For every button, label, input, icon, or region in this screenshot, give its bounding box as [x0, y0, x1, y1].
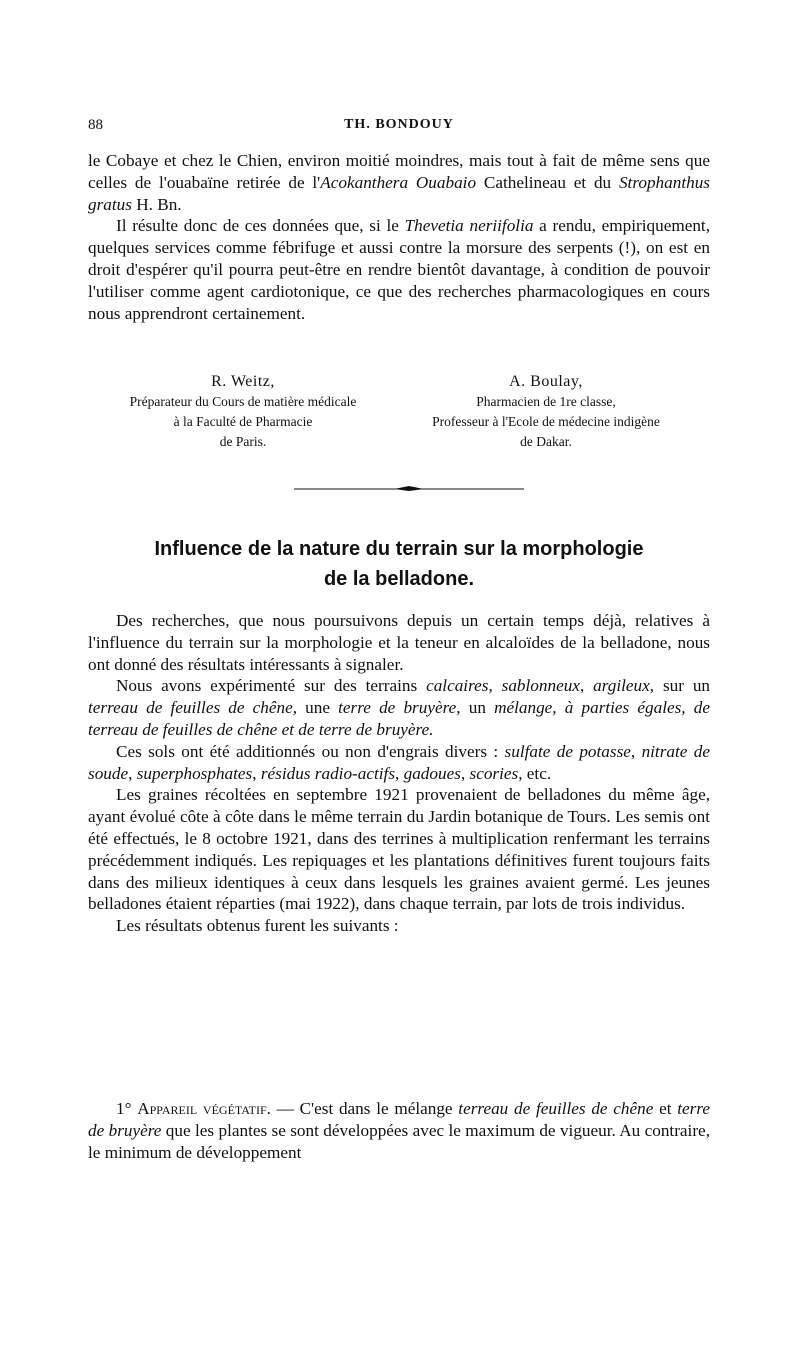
author-affiliation: de Dakar.	[520, 434, 572, 449]
paragraph: Nous avons expérimenté sur des terrains calcaires, sablonneux, argileux, sur un terreau de feuilles de chêne, une terre de bruyère, un mélange, à parties égales, de terreau de feuilles de chêne et de terre de bruyère.	[88, 676, 711, 739]
paragraph: le Cobaye et chez le Chien, environ moitié moindres, mais tout à fait de même sens que celles de l'ouabaïne retirée de l'Acokanthera Ouabaio Cathelineau et du Strophanthus gratus H. Bn.	[88, 151, 710, 214]
author-name: R. Weitz,	[211, 373, 275, 390]
paragraph: Il résulte donc de ces données que, si le Thevetia neriifolia a rendu, empiriquement, quelques services comme fébrifuge et aussi contre la morsure des serpents (!), on est en droit d'espérer qu'il pourra peut-être en rendre bientôt davantage, à condition de pouvoir l'utiliser comme agent cardiotonique, ce que des recherches pharmacologiques en cours nous apprendront certainement.	[88, 216, 710, 323]
section-vegetative-apparatus	[88, 1098, 710, 1163]
page-number: 88	[88, 117, 103, 133]
author-signatures	[88, 372, 710, 462]
article-body	[88, 610, 710, 937]
section-separator-rule	[294, 485, 524, 493]
paragraph: Ces sols ont été additionnés ou non d'engrais divers : sulfate de potasse, nitrate de soude, superphosphates, résidus radio-actifs, gadoues, scories, etc.	[88, 741, 710, 783]
author-affiliation: Pharmacien de 1re classe,	[476, 394, 616, 409]
paragraph: 1° Appareil végétatif. — C'est dans le mélange terreau de feuilles de chêne et terre de bruyère que les plantes se sont développées avec le maximum de vigueur. Au contraire, le minimum de développement	[88, 1099, 711, 1162]
document-page	[88, 0, 710, 1358]
author-affiliation: Préparateur du Cours de matière médicale	[129, 394, 357, 409]
signature-weitz	[88, 372, 398, 452]
signature-boulay	[380, 372, 712, 452]
article-title: Influence de la nature du terrain sur la morphologie de la belladone.	[154, 538, 644, 590]
paragraph: Des recherches, que nous poursuivons depuis un certain temps déjà, relatives à l'influence du terrain sur la morphologie et la teneur en alcaloïdes de la belladone, nous ont donné des résultats intéressants à signaler.	[88, 611, 710, 674]
author-affiliation: à la Faculté de Pharmacie	[173, 414, 313, 429]
section-heading: Appareil végétatif.	[137, 1099, 271, 1118]
previous-article-conclusion	[88, 150, 710, 324]
author-name: A. Boulay,	[509, 373, 583, 390]
running-title: TH. BONDOUY	[344, 117, 454, 132]
author-affiliation: de Paris.	[219, 434, 267, 449]
page-header	[88, 117, 710, 139]
paragraph: Les graines récoltées en septembre 1921 provenaient de belladones du même âge, ayant évolué côte à côte dans le même terrain du Jardin botanique de Tours. Les semis ont été effectués, le 8 octobre 1921, dans des terrines à multiplication renfermant les terrains précédemment indiqués. Les repiquages et les plantations définitives furent toujours faits dans des milieux identiques à ceux dans lesquels les graines avaient germé. Les jeunes belladones étaient réparties (mai 1922), dans chaque terrain, par lots de trois individus.	[88, 785, 710, 914]
author-affiliation: Professeur à l'Ecole de médecine indigène	[432, 414, 660, 429]
paragraph: Les résultats obtenus furent les suivants :	[116, 916, 399, 936]
